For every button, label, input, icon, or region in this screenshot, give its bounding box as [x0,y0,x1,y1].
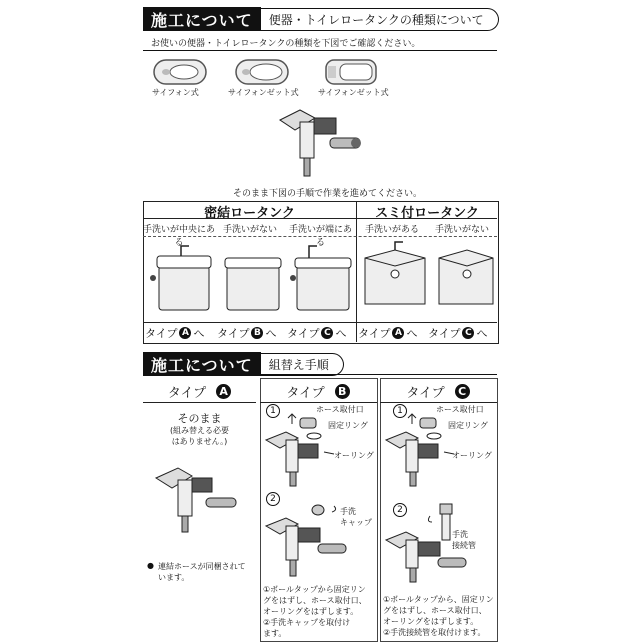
column-b-note4: ②手洗キャップを取付け [263,618,351,627]
label-wash-pipe-1: 手洗 [452,530,468,539]
toilet-siphon-icon [154,60,206,84]
type-letter-badge: A [179,327,191,339]
tank-center-basin-icon [150,246,211,310]
column-b-note2: グをはずし、ホース取付口、 [263,596,367,605]
section2-subtitle: 組替え手順 [261,353,344,376]
ball-tap-illustration [270,100,370,180]
toilet-siphon-jet-icon [236,60,288,84]
column-b-step2-illustration [262,500,352,582]
tank-type-1: タイプ A へ [145,327,205,340]
label-fixing-ring: 固定リング [328,421,368,430]
type-letter-badge: C [321,327,333,339]
corner-tank-basin-icon [365,242,425,304]
step-number: 2 [266,492,280,506]
tank-header-4: 手洗いがある [364,225,419,235]
section1-header [143,7,499,31]
tank-header-5: 手洗いがない [434,225,489,235]
tank-side-basin-icon [290,246,351,310]
label-hose-inlet: ホース取付口 [316,405,364,414]
divider [143,50,497,51]
label-hose-inlet: ホース取付口 [436,405,484,414]
column-b-note3: オーリングをはずします。 [263,607,359,616]
column-c-note3: オーリングをはずします。 [383,617,479,626]
step-number: 1 [393,404,407,418]
label-o-ring: オーリング [452,451,492,460]
toilet-type-label-3: サイフォンゼット式 [318,88,389,97]
column-c-note1: ①ボールタップから、固定リン [383,595,494,604]
label-wash-cap-2: キャップ [340,518,372,527]
column-a-note1: 連結ホースが同梱されて [158,562,246,571]
tank-type-2: タイプ B へ [217,327,277,340]
step-number: 1 [266,404,280,418]
label-fixing-ring: 固定リング [448,421,488,430]
column-a-bullet: ● [147,561,154,570]
section1-badge: 施工について [143,7,261,31]
tank-type-5: タイプ C へ [428,327,488,340]
column-b-step1-illustration [262,410,352,488]
type-letter-badge: C [462,327,474,339]
toilet-icons [150,56,490,88]
group-sealed-tank: 密結ロータンク [204,206,295,221]
column-a-title: タイプ A [143,382,256,401]
section2-header [143,352,344,376]
column-b-note5: ます。 [263,629,287,638]
column-c-step2-illustration [382,500,472,584]
type-letter-badge: A [216,384,231,399]
tank-header-2: 手洗いがない [222,225,277,235]
label-wash-pipe-2: 接続管 [452,541,476,550]
tank-header-3: 手洗いが端にある [288,225,352,248]
type-letter-badge: B [335,384,350,399]
column-c-title: タイプ C [380,382,496,401]
column-b-title: タイプ B [260,382,376,401]
toilet-siphon-jet-icon-2 [326,60,376,84]
column-a-valve-illustration [150,458,250,538]
corner-tank-no-basin-icon [439,250,493,304]
tank-no-basin-icon [225,258,281,310]
type-letter-badge: B [251,327,263,339]
label-wash-cap-1: 手洗 [340,507,356,516]
section1-note: お使いの便器・トイレロータンクの種類を下図でご確認ください。 [151,39,421,49]
column-c-note2: グをはずし、ホース取付口、 [383,606,487,615]
column-a-asis-note1: (組み替える必要 [169,426,230,435]
type-letter-badge: C [455,384,470,399]
toilet-type-label-1: サイフォン式 [152,88,199,97]
section1-subtitle: 便器・トイレロータンクの種類について [261,8,499,31]
tank-type-3: タイプ C へ [287,327,347,340]
tank-illustrations [143,238,497,322]
column-b-note1: ①ボールタップから固定リン [263,585,366,594]
column-c-step1-illustration [382,410,472,488]
group-corner-tank: スミ付ロータンク [375,206,479,221]
toilet-type-label-2: サイフォンゼット式 [228,88,299,97]
proceed-text: そのまま下図の手順で作業を進めてください。 [233,189,423,199]
label-o-ring: オーリング [334,451,374,460]
column-a-note2: います。 [158,573,190,582]
step-number: 2 [393,503,407,517]
column-a-asis: そのまま [177,412,222,425]
tank-type-4: タイプ A へ [358,327,418,340]
column-c-note4: ②手洗接続管を取付けます。 [383,628,486,637]
type-letter-badge: A [392,327,404,339]
column-a-asis-note2: はありません。) [171,437,228,446]
tank-header-1: 手洗いが中央にある [143,225,216,248]
section2-badge: 施工について [143,352,261,376]
